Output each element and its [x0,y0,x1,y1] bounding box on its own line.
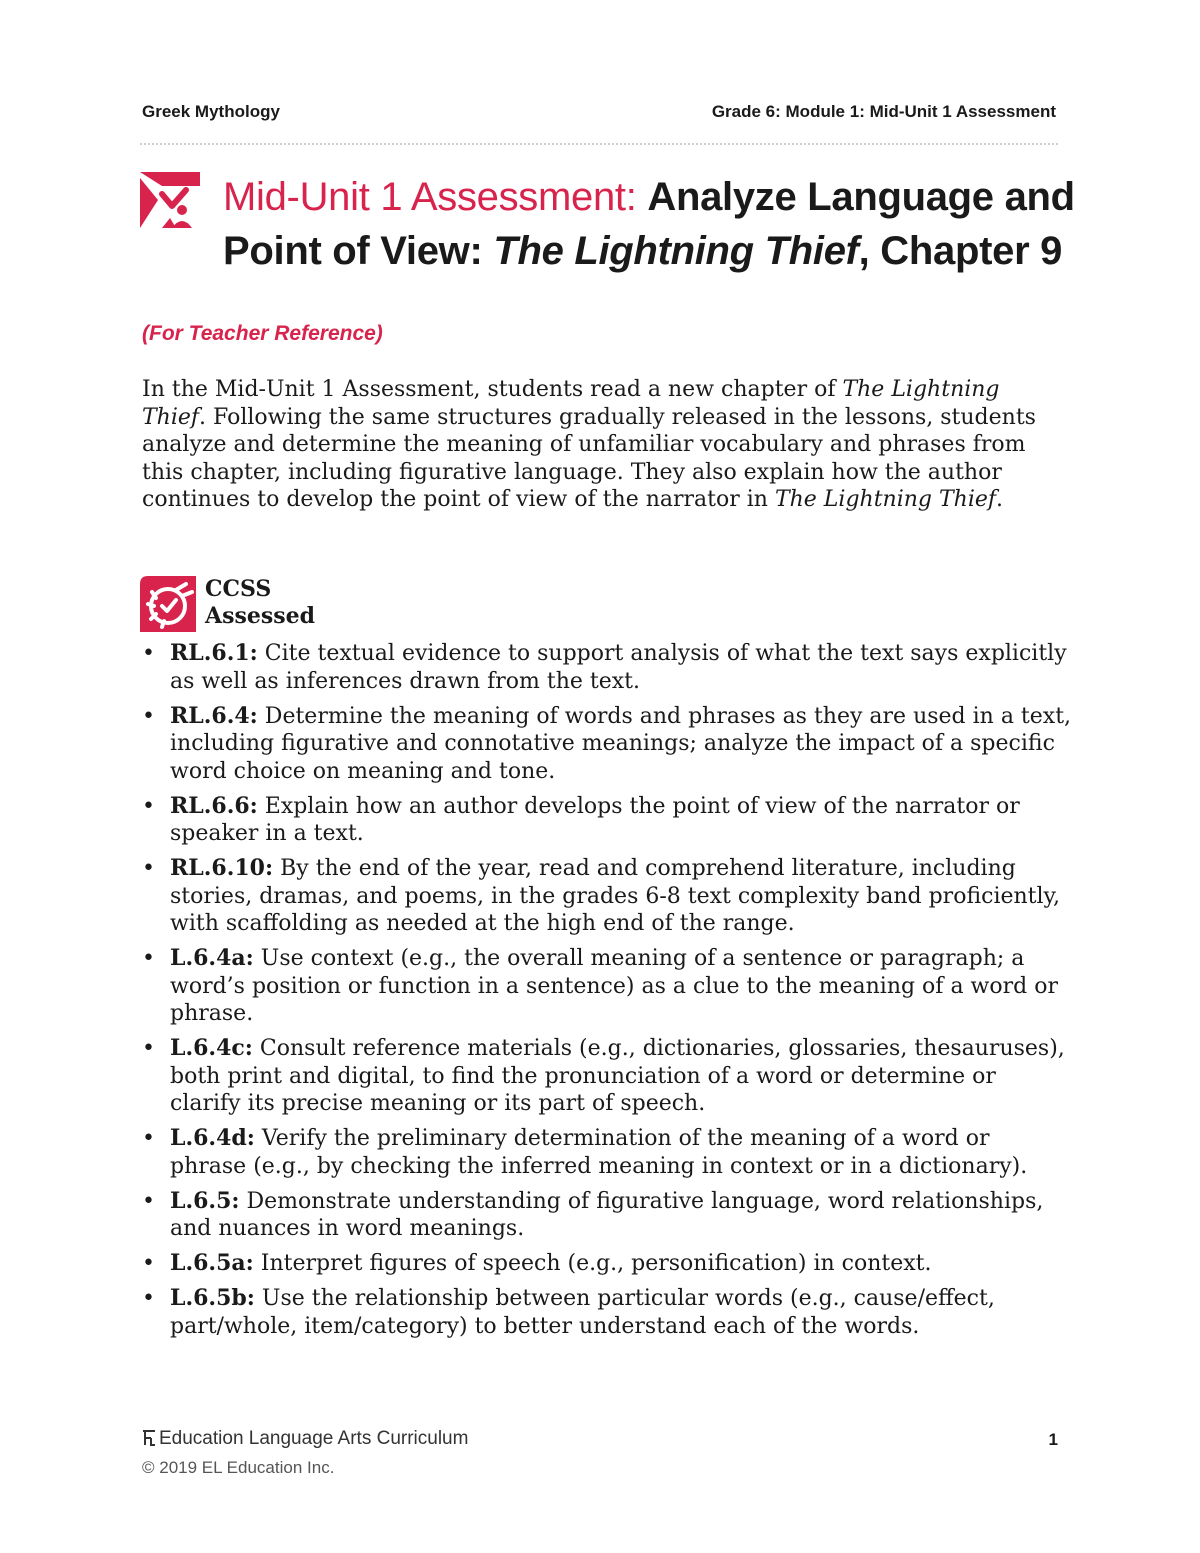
ccss-heading-line-2: Assessed [205,603,315,629]
list-item: • L.6.4a: Use context (e.g., the overall meaning of a sentence or paragraph; a word’s position or function in a sentence) as a clue to the meaning of a word or phrase. [142,945,1058,1026]
ccss-laurel-icon [140,576,196,632]
header-divider [140,143,1058,145]
teacher-reference-note: (For Teacher Reference) [142,322,383,345]
list-item: • L.6.5b: Use the relationship between particular words (e.g., cause/effect, part/whole, item/category) to better understand each of the words. [142,1285,995,1339]
assessment-icon [140,172,200,228]
footer-brand [142,1428,468,1450]
page-title [223,170,1083,278]
header-grade-module: Grade 6: Module 1: Mid-Unit 1 Assessment [711,102,1056,121]
standard-text: Determine the meaning of words and phrases as they are used in a text, including figurative and connotative meanings; analyze the impact of a specific word choice on meaning and tone. [170,703,1072,784]
list-item: • L.6.4c: Consult reference materials (e.g., dictionaries, glossaries, thesauruses), both print and digital, to find the pronunciation of a word or determine or clarify its precise meaning or its part of speech. [142,1035,1065,1116]
standard-code: RL.6.4: [170,702,258,729]
list-item: • L.6.5: Demonstrate understanding of figurative language, word relationships, and nuances in word meanings. [142,1187,1044,1241]
standard-code: L.6.5b: [170,1285,255,1311]
page-number: 1 [1048,1430,1058,1449]
standard-code: RL.6.1: [170,640,258,666]
title-chapter: , Chapter 9 [858,229,1063,273]
standard-text: Explain how an author develops the point of view of the narrator or speaker in a text. [170,793,1020,846]
title-prefix: Mid-Unit 1 Assessment: [223,175,648,219]
title-line-1 [223,170,1083,224]
standard-text: Consult reference materials (e.g., dictionaries, glossaries, thesauruses), both print and digital, to find the pronunciation of a word or determine or clarify its precise meaning or its part of speech. [170,1036,1065,1116]
list-item: • RL.6.10: By the end of the year, read and comprehend literature, including stories, dramas, and poems, in the grades 6-8 text complexity band proficiently, with scaffolding as needed at the high end of the range. [142,855,1061,936]
standard-text: Use the relationship between particular words (e.g., cause/effect, part/whole, item/category) to better understand each of the words. [170,1286,995,1339]
list-item: • RL.6.1: Cite textual evidence to support analysis of what the text says explicitly as well as inferences drawn from the text. [142,640,1067,694]
standard-code: L.6.4d: [170,1125,255,1151]
standard-code: RL.6.10: [170,855,274,881]
intro-text-3: . [996,487,1004,512]
standard-text: Demonstrate understanding of figurative language, word relationships, and nuances in word meanings. [170,1188,1044,1241]
title-line2-start: Point of View: [223,229,494,273]
standard-text: Interpret figures of speech (e.g., personification) in context. [253,1251,932,1276]
intro-text-2: . Following the same structures gradually released in the lessons, students analyze and determine the meaning of unfamiliar vocabulary and phrases from this chapter, including figurative language. They also explain how the author continues to develop the point of view of the narrator in [142,404,1036,512]
standard-text: Cite textual evidence to support analysis of what the text says explicitly as well as inferences drawn from the text. [170,641,1067,694]
standard-text: Verify the preliminary determination of the meaning of a word or phrase (e.g., by checking the inferred meaning in context or in a dictionary). [170,1126,1028,1179]
title-line-2 [223,224,1083,278]
intro-book-title-1: The Lightning Thief [142,377,1000,430]
standard-code: L.6.5: [170,1187,240,1214]
header-module-name: Greek Mythology [142,102,280,121]
intro-book-title-2: The Lightning Thief [774,487,997,512]
list-item: • L.6.5a: Interpret figures of speech (e.g., personification) in context. [142,1250,932,1276]
ccss-heading [205,576,315,630]
intro-text-1: In the Mid-Unit 1 Assessment, students read a new chapter of [142,377,843,402]
standard-code: L.6.5a: [170,1250,254,1276]
title-line1-rest: Analyze Language and [647,175,1075,219]
standard-code: L.6.4c: [170,1035,253,1061]
standard-code: RL.6.6: [170,792,258,819]
standard-code: L.6.4a: [170,945,254,971]
list-item: • RL.6.4: Determine the meaning of words and phrases as they are used in a text, including figurative and connotative meanings; analyze the impact of a specific word choice on meaning and tone. [142,702,1072,784]
intro-paragraph [142,376,1062,514]
page-header [142,102,1056,126]
el-logo-icon [142,1429,156,1447]
title-book-name: The Lightning Thief [493,229,859,273]
list-item: • RL.6.6: Explain how an author develops the point of view of the narrator or speaker in a text. [142,792,1020,846]
footer-copyright: © 2019 EL Education Inc. [142,1458,335,1477]
list-item: • L.6.4d: Verify the preliminary determination of the meaning of a word or phrase (e.g., by checking the inferred meaning in context or in a dictionary). [142,1125,1028,1179]
footer-brand-text: Education Language Arts Curriculum [159,1428,469,1449]
standards-list [142,640,1072,1348]
standard-text: Use context (e.g., the overall meaning of a sentence or paragraph; a word’s position or function in a sentence) as a clue to the meaning of a word or phrase. [170,946,1058,1026]
standard-text: By the end of the year, read and comprehend literature, including stories, dramas, and poems, in the grades 6-8 text complexity band proficiently, with scaffolding as needed at the high end of the range. [170,856,1061,936]
ccss-heading-line-1: CCSS [205,576,272,602]
